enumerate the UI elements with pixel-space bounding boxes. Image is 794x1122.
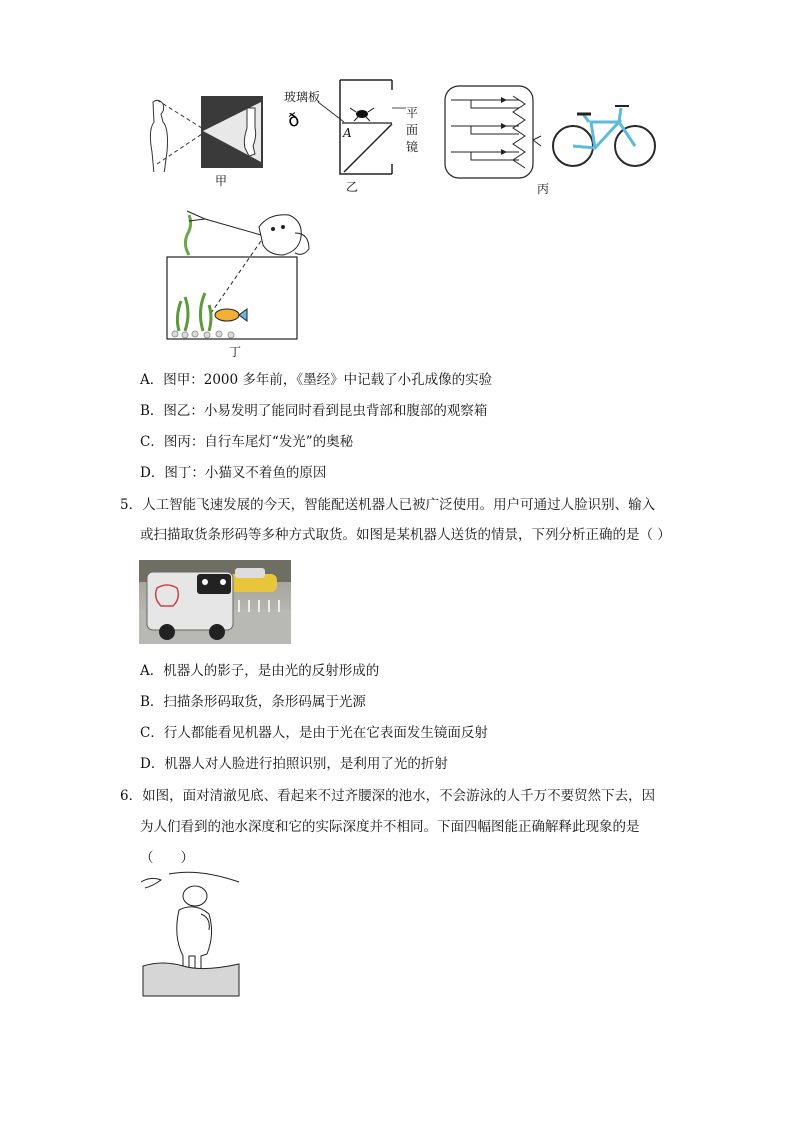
q5-option-b: B．扫描条形码取货，条形码属于光源: [140, 694, 366, 710]
figure-bing: [443, 84, 663, 196]
q5-option-a: A．机器人的影子，是由光的反射形成的: [140, 663, 380, 679]
figure-ding: [165, 205, 315, 359]
q6-stem-line3: （ ）: [140, 850, 194, 866]
q4-option-a: A．图甲：2000 多年前，《墨经》中记载了小孔成像的实验: [140, 372, 493, 388]
mirror-label-2: 面: [406, 123, 419, 137]
mirror-label-1: 平: [406, 106, 419, 120]
figure-yi: [280, 78, 420, 194]
robot-photo: [139, 560, 291, 644]
figure-caption: 丁: [229, 345, 242, 359]
figure-caption: 甲: [215, 174, 228, 188]
glass-plate-label: 玻璃板: [284, 90, 321, 104]
q4-option-c: C．图丙：自行车尾灯“发光”的奥秘: [140, 434, 354, 450]
delivery-robot-image: [139, 560, 291, 644]
pinhole-imaging-diagram: [135, 92, 265, 172]
point-a-label: A: [343, 126, 352, 140]
person-by-pool-illustration: [139, 870, 243, 998]
svg-text:ð: ð: [285, 109, 302, 133]
bicycle-reflector-diagram: [443, 84, 663, 180]
figure-caption: 乙: [346, 180, 359, 194]
mirror-label-3: 镜: [406, 140, 419, 154]
q5-stem-line2: 或扫描取货条形码等多种方式取货。如图是某机器人送货的情景，下列分析正确的是（ ）: [140, 527, 671, 543]
figure-jia: [135, 92, 265, 188]
q4-option-d: D．图丁：小猫叉不着鱼的原因: [140, 465, 327, 481]
figure-caption: 丙: [537, 182, 550, 196]
cat-fish-diagram: [165, 205, 315, 345]
q4-option-b: B．图乙：小易发明了能同时看到昆虫背部和腹部的观察箱: [140, 403, 488, 419]
q5-stem-line1: 5．人工智能飞速发展的今天，智能配送机器人已被广泛使用。用户可通过人脸识别、输入: [120, 497, 656, 513]
pool-person-figure: [139, 870, 243, 998]
q6-stem-line2: 为人们看到的池水深度和它的实际深度并不相同。下面四幅图能正确解释此现象的是: [140, 819, 640, 835]
q6-stem-line1: 6．如图，面对清澈见底、看起来不过齐腰深的池水，不会游泳的人千万不要贸然下去，因: [120, 788, 656, 804]
q5-option-c: C．行人都能看见机器人，是由于光在它表面发生镜面反射: [140, 725, 488, 741]
q5-option-d: D．机器人对人脸进行拍照识别，是利用了光的折射: [140, 756, 448, 772]
